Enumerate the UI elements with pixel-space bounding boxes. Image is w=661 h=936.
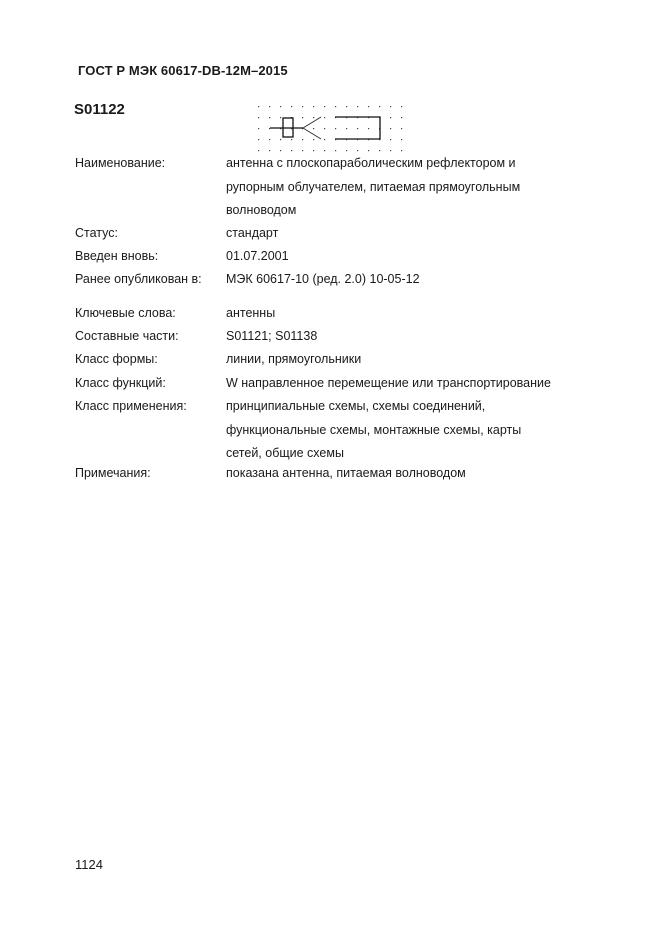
field-label: Ранее опубликован в: [75,272,202,286]
field-value: 01.07.2001 [226,249,289,263]
field-label: Класс формы: [75,352,158,366]
symbol-code: S01122 [74,101,125,118]
field-label: Статус: [75,226,118,240]
field-value: линии, прямоугольники [226,352,362,366]
field-value: W направленное перемещение или транспортирование [226,376,551,390]
field-value: сетей, общие схемы [226,446,344,460]
field-value: волноводом [226,203,297,217]
field-label: Примечания: [75,466,151,480]
field-value: функциональные схемы, монтажные схемы, карты [226,422,522,437]
field-label: Класс функций: [75,376,166,390]
field-label: Наименование: [75,156,166,170]
field-value: рупорным облучателем, питаемая прямоугольным [226,179,521,194]
field-value: показана антенна, питаемая волноводом [226,466,466,480]
field-value: S01121; S01138 [226,329,318,343]
field-value: принципиальные схемы, схемы соединений, [226,399,486,413]
antenna-waveguide-symbol-icon [250,100,410,155]
field-value: антенна с плоскопараболическим рефлектором и [226,156,516,170]
page-number: 1124 [75,857,103,872]
field-label: Класс применения: [75,399,187,413]
standard-title: ГОСТ Р МЭК 60617-DB-12M–2015 [78,63,288,78]
field-label: Ключевые слова: [75,306,176,320]
field-value: антенны [226,306,276,320]
field-label: Составные части: [75,329,179,343]
field-value: стандарт [226,226,279,240]
field-label: Введен вновь: [75,249,159,263]
field-value: МЭК 60617-10 (ред. 2.0) 10-05-12 [226,272,420,286]
